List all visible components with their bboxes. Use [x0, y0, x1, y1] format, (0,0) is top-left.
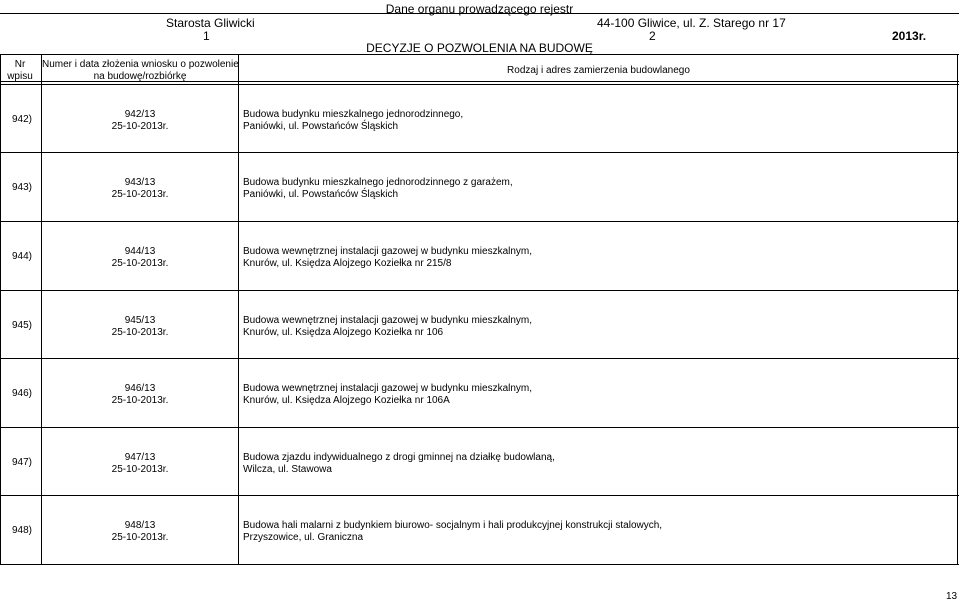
application-number: 944/13: [124, 246, 156, 257]
column-header-nr-line1: Nr: [14, 59, 26, 70]
project-description: Budowa zjazdu indywidualnego z drogi gminnej na działkę budowlaną,: [243, 452, 555, 463]
application-date: 25-10-2013r.: [111, 121, 169, 132]
grid-line: [0, 54, 1, 564]
column-header-nr: [0, 59, 40, 83]
column-index-1: 1: [203, 29, 210, 43]
grid-line: [0, 84, 959, 85]
application-number: 946/13: [124, 383, 156, 394]
grid-line: [0, 152, 959, 153]
entry-number: 943): [12, 182, 33, 193]
application-date: 25-10-2013r.: [111, 395, 169, 406]
application-date: 25-10-2013r.: [111, 189, 169, 200]
project-description: Budowa hali malarni z budynkiem biurowo- socjalnym i hali produkcyjnej konstrukcji stalowych,: [243, 520, 663, 531]
grid-line: [0, 13, 959, 14]
project-address: Knurów, ul. Księdza Alojzego Koziełka nr 106A: [243, 395, 450, 406]
entry-number: 944): [12, 251, 33, 262]
application-number: 942/13: [124, 109, 156, 120]
grid-line: [0, 427, 959, 428]
grid-line: [0, 81, 959, 82]
page-number: 13: [946, 591, 958, 602]
grid-line: [0, 358, 959, 359]
entry-number: 948): [12, 525, 33, 536]
column-header-kind: Rodzaj i adres zamierzenia budowlanego: [507, 65, 690, 76]
project-description: Budowa wewnętrznej instalacji gazowej w budynku mieszkalnym,: [243, 246, 533, 257]
entry-number: 947): [12, 457, 33, 468]
project-address: Knurów, ul. Księdza Alojzego Koziełka nr 106: [243, 327, 444, 338]
application-number: 945/13: [124, 315, 156, 326]
register-year: 2013r.: [892, 29, 927, 43]
authority-address: 44-100 Gliwice, ul. Z. Starego nr 17: [597, 16, 786, 30]
grid-line: [0, 495, 959, 496]
project-description: Budowa wewnętrznej instalacji gazowej w budynku mieszkalnym,: [243, 315, 533, 326]
column-header-nr-line2: wpisu: [7, 71, 33, 82]
application-date: 25-10-2013r.: [111, 532, 169, 543]
column-header-application-line1: Numer i data złożenia wniosku o pozwolenie: [42, 59, 239, 70]
project-address: Paniówki, ul. Powstańców Śląskich: [243, 189, 399, 200]
project-address: Paniówki, ul. Powstańców Śląskich: [243, 121, 399, 132]
project-description: Budowa wewnętrznej instalacji gazowej w budynku mieszkalnym,: [243, 383, 533, 394]
application-date: 25-10-2013r.: [111, 464, 169, 475]
grid-line: [0, 564, 959, 565]
project-description: Budowa budynku mieszkalnego jednorodzinnego z garażem,: [243, 177, 513, 188]
grid-line: [41, 54, 42, 564]
registry-owner-title: Dane organu prowadzącego rejestr: [385, 2, 574, 16]
grid-line: [0, 54, 959, 55]
application-number: 943/13: [124, 177, 156, 188]
authority-name: Starosta Gliwicki: [166, 16, 255, 30]
grid-line: [238, 54, 239, 564]
entry-number: 945): [12, 320, 33, 331]
grid-line: [0, 290, 959, 291]
application-number: 948/13: [124, 520, 156, 531]
project-description: Budowa budynku mieszkalnego jednorodzinnego,: [243, 109, 464, 120]
application-number: 947/13: [124, 452, 156, 463]
application-date: 25-10-2013r.: [111, 258, 169, 269]
entry-number: 942): [12, 114, 33, 125]
column-header-application-line2: na budowę/rozbiórkę: [93, 71, 187, 82]
grid-line: [957, 54, 958, 564]
project-address: Wilcza, ul. Stawowa: [243, 464, 332, 475]
project-address: Przyszowice, ul. Graniczna: [243, 532, 364, 543]
column-header-application: [42, 59, 238, 83]
project-address: Knurów, ul. Księdza Alojzego Koziełka nr 215/8: [243, 258, 452, 269]
column-index-2: 2: [649, 29, 656, 43]
register-title: DECYZJE O POZWOLENIA NA BUDOWĘ: [366, 41, 593, 55]
entry-number: 946): [12, 388, 33, 399]
application-date: 25-10-2013r.: [111, 327, 169, 338]
grid-line: [0, 221, 959, 222]
